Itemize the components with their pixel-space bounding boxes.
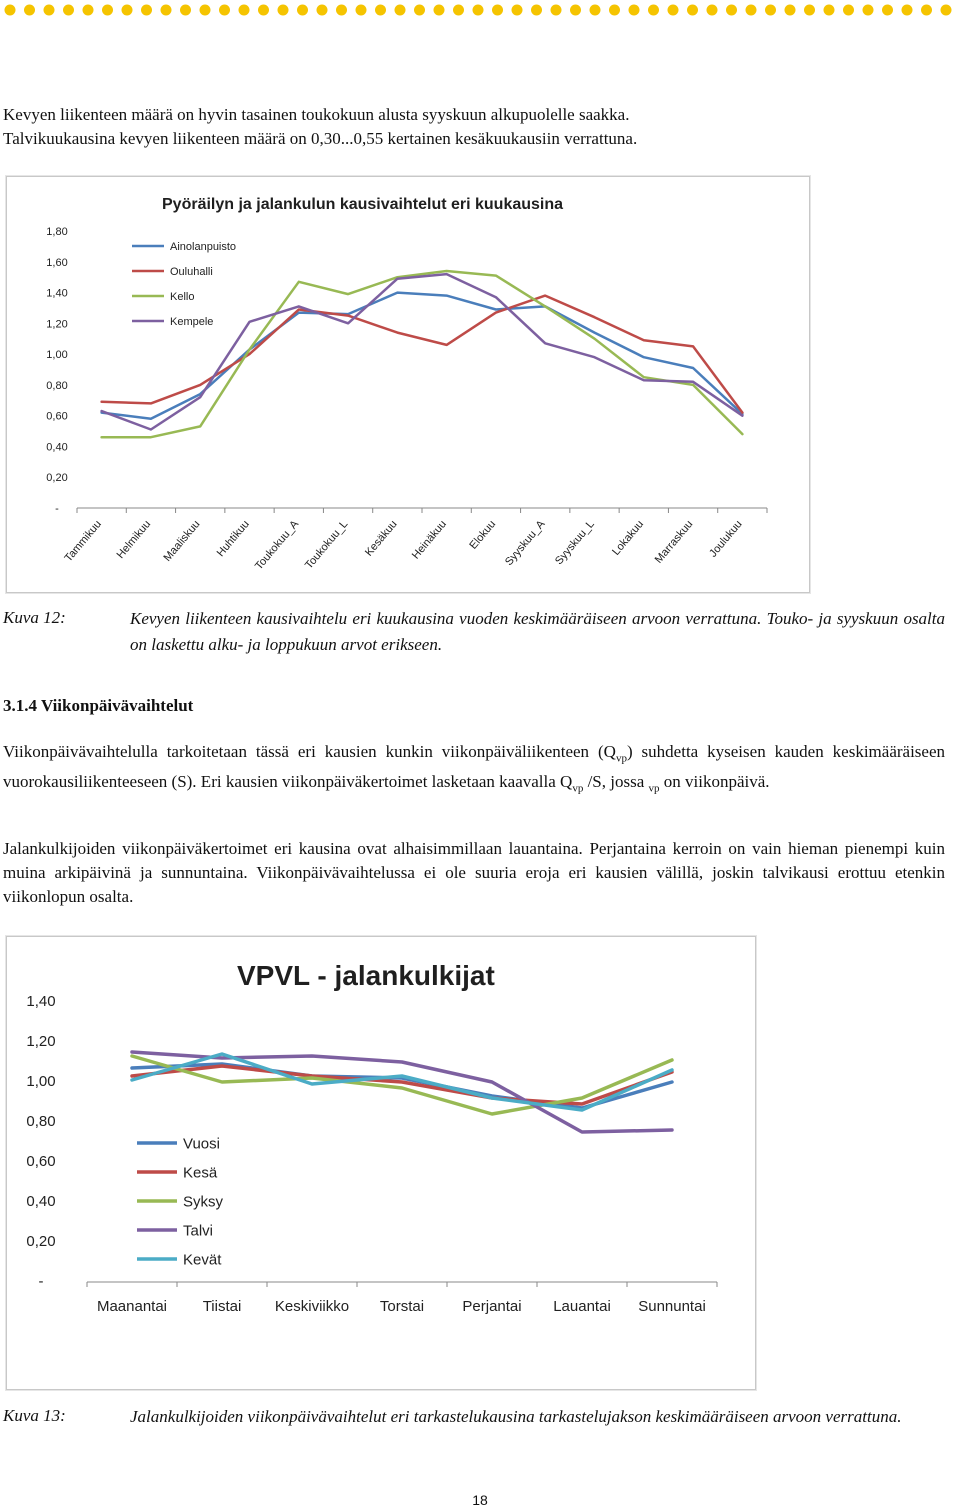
intro-line-2: Talvikuukausina kevyen liikenteen määrä on 0,30...0,55 kertainen kesäkuukausiin verrattuna. xyxy=(3,129,638,148)
decorative-dot xyxy=(590,5,601,16)
decorative-dot xyxy=(570,5,581,16)
decorative-dot xyxy=(317,5,328,16)
x-category-label: Heinäkuu xyxy=(409,518,449,562)
y-tick-label: - xyxy=(55,503,59,515)
y-tick-label: 0,40 xyxy=(46,441,68,454)
legend-label: Ouluhalli xyxy=(170,265,213,278)
y-tick-label: 1,80 xyxy=(46,226,68,238)
decorative-dot xyxy=(375,5,386,16)
decorative-dot xyxy=(512,5,523,16)
decorative-dot xyxy=(200,5,211,16)
legend-label: Kevät xyxy=(183,1251,222,1269)
decorative-dot xyxy=(765,5,776,16)
paragraph-weekday-definition xyxy=(3,740,945,801)
decorative-dot-row xyxy=(0,0,960,22)
chart-title: VPVL - jalankulkijat xyxy=(237,960,495,991)
decorative-dot xyxy=(863,5,874,16)
y-tick-label: 0,60 xyxy=(46,410,68,423)
chart-weekday-pedestrians xyxy=(6,936,756,1390)
decorative-dot xyxy=(473,5,484,16)
y-tick-label: 1,60 xyxy=(46,256,68,269)
x-category-label: Kesäkuu xyxy=(362,518,400,559)
x-category-label: Lauantai xyxy=(553,1298,611,1315)
decorative-dot xyxy=(531,5,542,16)
y-tick-label: 1,40 xyxy=(46,287,68,300)
y-tick-label: 0,40 xyxy=(26,1193,56,1210)
decorative-dot xyxy=(219,5,230,16)
chart-weekday-svg xyxy=(7,937,755,1389)
figure-12-label: Kuva 12: xyxy=(3,608,66,627)
decorative-dot xyxy=(414,5,425,16)
legend-label: Kesä xyxy=(183,1164,218,1182)
decorative-dot xyxy=(278,5,289,16)
decorative-dot xyxy=(882,5,893,16)
x-category-label: Maanantai xyxy=(96,1298,168,1315)
x-category-label: Syyskuu_A xyxy=(502,518,548,569)
chart-title: Pyöräilyn ja jalankulun kausivaihtelut eri kuukausina xyxy=(162,196,564,213)
decorative-dot xyxy=(492,5,503,16)
y-tick-label: 1,40 xyxy=(26,993,56,1010)
section-heading: 3.1.4 Viikonpäivävaihtelut xyxy=(3,696,194,715)
decorative-dot xyxy=(941,5,952,16)
decorative-dot xyxy=(297,5,308,16)
decorative-dot xyxy=(746,5,757,16)
legend-label: Vuosi xyxy=(183,1135,220,1153)
decorative-dot xyxy=(63,5,74,16)
y-tick-label: 1,20 xyxy=(46,318,68,331)
x-category-label: Perjantai xyxy=(462,1298,522,1315)
x-category-label: Torstai xyxy=(379,1298,425,1315)
y-tick-label: 1,00 xyxy=(46,349,68,362)
page-number: 18 xyxy=(472,1492,488,1508)
x-category-label: Joulukuu xyxy=(707,518,745,560)
decorative-dot xyxy=(648,5,659,16)
y-tick-label: 0,60 xyxy=(26,1153,56,1170)
decorative-dot xyxy=(180,5,191,16)
intro-paragraph xyxy=(3,103,945,151)
decorative-dot xyxy=(551,5,562,16)
decorative-dot xyxy=(824,5,835,16)
decorative-dot xyxy=(356,5,367,16)
decorative-dot xyxy=(707,5,718,16)
series-line-kes- xyxy=(132,1066,672,1104)
y-tick-label: - xyxy=(38,1273,44,1290)
para1-sub-1: vp xyxy=(615,752,627,765)
x-category-label: Huhtikuu xyxy=(214,518,252,560)
para1-text-4: on viikonpäivä. xyxy=(659,772,770,792)
legend-label: Kello xyxy=(170,290,195,303)
chart-seasonal-variation xyxy=(6,176,810,593)
decorative-dot xyxy=(141,5,152,16)
decorative-dot xyxy=(843,5,854,16)
x-category-label: Sunnuntai xyxy=(638,1298,706,1315)
decorative-dot xyxy=(726,5,737,16)
decorative-dot xyxy=(44,5,55,16)
y-tick-label: 0,80 xyxy=(46,379,68,392)
para1-sub-3: vp xyxy=(648,782,660,795)
y-tick-label: 1,20 xyxy=(26,1033,56,1050)
para1-text-2: ) suhdetta kyseisen kauden keskimääräiseen vuorokausiliikenteeseen (S). Eri kausien viikonpäiväkertoimet lasketaan kaavalla Q xyxy=(3,742,945,792)
y-tick-label: 0,20 xyxy=(46,472,68,485)
figure-13-label: Kuva 13: xyxy=(3,1406,66,1425)
decorative-dot xyxy=(5,5,16,16)
decorative-dot xyxy=(395,5,406,16)
x-category-label: Toukokuu_A xyxy=(252,518,302,573)
para1-text-1: Viikonpäivävaihtelulla tarkoitetaan tässä eri kausien kunkin viikonpäiväliikenteen (Q xyxy=(3,742,616,761)
decorative-dot xyxy=(921,5,932,16)
x-category-label: Keskiviikko xyxy=(274,1298,350,1315)
decorative-dot xyxy=(239,5,250,16)
decorative-dot xyxy=(122,5,133,16)
paragraph-pedestrian-factors: Jalankulkijoiden viikonpäiväkertoimet eri kausina ovat alhaisimmillaan lauantaina. Perjantaina kerroin on vain hieman pienempi kuin muina arkipäivinä ja sunnuntaina. Viikonpäivävaihtelussa ei ole suuria eroja eri kausien välillä, joskin talvikausi erottuu etenkin viikonlopun osalta. xyxy=(3,839,945,906)
legend-label: Talvi xyxy=(183,1222,214,1240)
x-category-label: Lokakuu xyxy=(610,518,647,558)
x-category-label: Marraskuu xyxy=(652,518,696,566)
decorative-dot xyxy=(785,5,796,16)
intro-line-1: Kevyen liikenteen määrä on hyvin tasainen toukokuun alusta syyskuun alkupuolelle saakka. xyxy=(3,105,630,124)
x-category-label: Helmikuu xyxy=(114,518,154,562)
decorative-dot xyxy=(434,5,445,16)
y-tick-label: 1,00 xyxy=(26,1073,56,1090)
x-category-label: Tiistai xyxy=(202,1298,242,1315)
series-line-kempele xyxy=(102,274,743,429)
decorative-dot xyxy=(902,5,913,16)
x-category-label: Elokuu xyxy=(467,518,499,552)
legend-label: Ainolanpuisto xyxy=(170,240,237,253)
para1-text-3: /S, jossa xyxy=(583,772,649,792)
para1-sub-2: vp xyxy=(572,782,584,795)
decorative-dot xyxy=(102,5,113,16)
x-category-label: Maaliskuu xyxy=(161,518,203,564)
decorative-dot xyxy=(83,5,94,16)
decorative-dot xyxy=(668,5,679,16)
decorative-dot xyxy=(161,5,172,16)
decorative-dot xyxy=(687,5,698,16)
decorative-dot xyxy=(629,5,640,16)
decorative-dot xyxy=(609,5,620,16)
x-category-label: Toukokuu_L xyxy=(303,518,351,572)
legend-label: Kempele xyxy=(170,315,214,328)
y-tick-label: 0,20 xyxy=(26,1233,56,1250)
decorative-dot xyxy=(258,5,269,16)
figure-13-caption: Jalankulkijoiden viikonpäivävaihtelut eri tarkastelukausina tarkastelujakson keskimääräiseen arvoon verrattuna. xyxy=(130,1407,902,1426)
series-line-kello xyxy=(102,271,743,437)
x-category-label: Syyskuu_L xyxy=(553,518,597,568)
figure-12-caption: Kevyen liikenteen kausivaihtelu eri kuukausina vuoden keskimääräiseen arvoon verrattuna. Touko- ja syyskuun osalta on laskettu alku- ja loppukuun arvot erikseen. xyxy=(130,609,945,654)
chart-seasonal-svg xyxy=(7,177,809,592)
decorative-dot xyxy=(453,5,464,16)
decorative-dot xyxy=(804,5,815,16)
legend-label: Syksy xyxy=(183,1193,224,1211)
decorative-dot xyxy=(24,5,35,16)
y-tick-label: 0,80 xyxy=(26,1113,56,1130)
decorative-dot xyxy=(336,5,347,16)
x-category-label: Tammikuu xyxy=(62,518,104,565)
